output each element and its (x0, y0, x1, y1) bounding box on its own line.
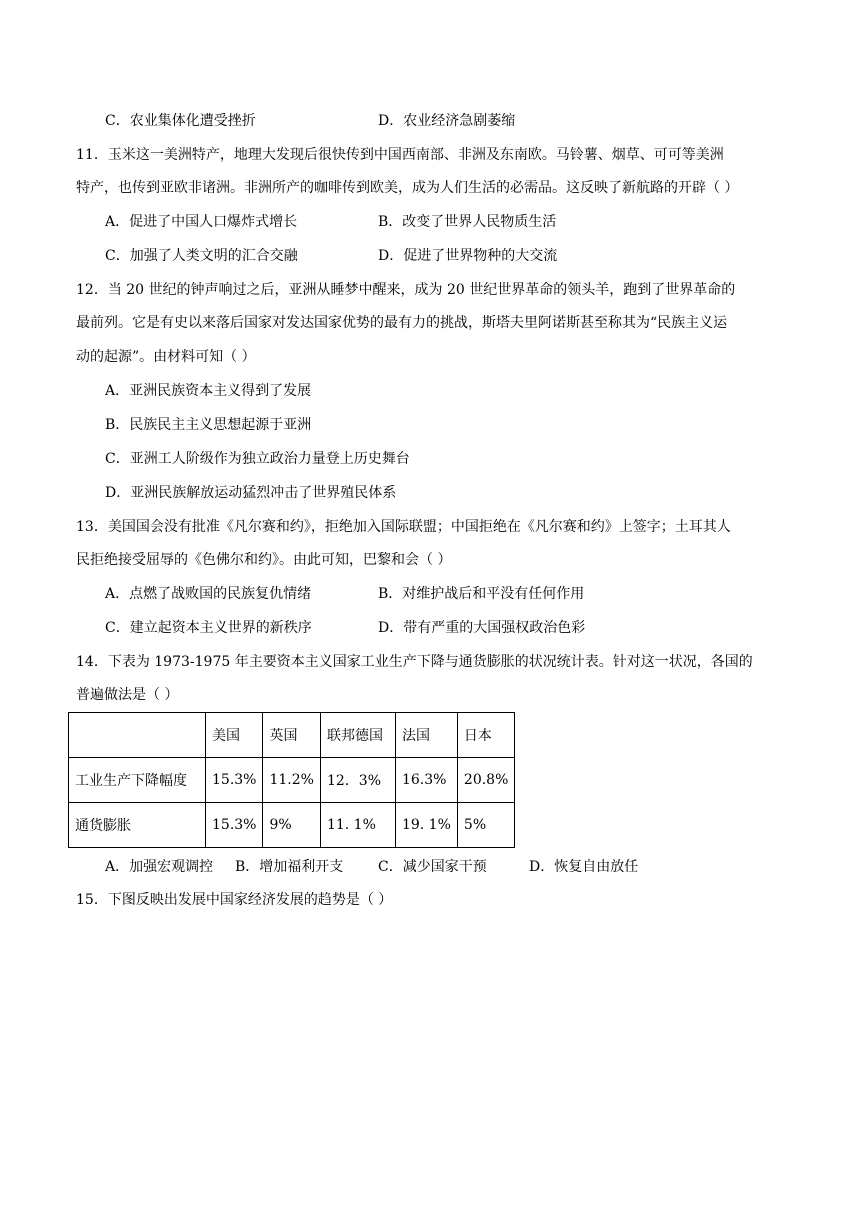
q15-stem-line-1: 15．下图反映出发展中国家经济发展的趋势是（ ） (76, 892, 393, 908)
q12-stem-line-1: 12．当 20 世纪的钟声响过之后，亚洲从睡梦中醒来，成为 20 世纪世界革命的领头羊，跑到了世界革命的 (76, 282, 736, 298)
q12-stem-line-2: 最前列。它是有史以来落后国家对发达国家优势的最有力的挑战，斯塔夫里阿诺斯甚至称其为“民族主义运 (76, 315, 728, 331)
q11-stem-line-1: 11．玉米这一美洲特产，地理大发现后很快传到中国西南部、非洲及东南欧。马铃薯、烟草、可可等美洲 (76, 147, 724, 163)
table-cell: 20.8% (457, 758, 514, 803)
table-header-cell: 美国 (206, 713, 263, 758)
q12-stem-line-3: 动的起源”。由材料可知（ ） (76, 349, 256, 365)
q11-stem-line-2: 特产，也传到亚欧非诸洲。非洲所产的咖啡传到欧美，成为人们生活的必需品。这反映了新航路的开辟（ ） (76, 180, 739, 196)
table-cell: 12．3% (320, 758, 395, 803)
q14-stem-line-2: 普遍做法是（ ） (76, 687, 179, 703)
table-cell: 16.3% (395, 758, 457, 803)
q11-option-b: B．改变了世界人民物质生活 (378, 214, 557, 230)
table-header-row (69, 713, 515, 758)
q14-option-d: D．恢复自由放任 (529, 859, 639, 875)
q12-option-c: C．亚洲工人阶级作为独立政治力量登上历史舞台 (105, 451, 410, 467)
table-header-cell: 日本 (457, 713, 514, 758)
q14-option-c: C．减少国家干预 (378, 859, 487, 875)
q12-option-a: A．亚洲民族资本主义得到了发展 (105, 383, 312, 399)
q13-option-b: B．对维护战后和平没有任何作用 (378, 586, 585, 602)
table-cell: 通货膨胀 (69, 803, 206, 848)
table-header-cell: 联邦德国 (320, 713, 395, 758)
table-cell: 11. 1% (320, 803, 395, 848)
q13-stem-line-2: 民拒绝接受屈辱的《色佛尔和约》。由此可知，巴黎和会（ ） (76, 552, 452, 568)
table-header-cell (69, 713, 206, 758)
q12-option-d: D．亚洲民族解放运动猛烈冲击了世界殖民体系 (105, 485, 397, 501)
table-header-cell: 法国 (395, 713, 457, 758)
q11-option-a: A．促进了中国人口爆炸式增长 (105, 214, 298, 230)
q14-option-b: B．增加福利开支 (235, 859, 344, 875)
table-cell: 11.2% (263, 758, 320, 803)
table-row (69, 758, 515, 803)
table-cell: 19. 1% (395, 803, 457, 848)
q14-option-a: A．加强宏观调控 (105, 859, 214, 875)
table-cell: 工业生产下降幅度 (69, 758, 206, 803)
statistics-table (68, 712, 515, 848)
table-cell: 9% (263, 803, 320, 848)
table-cell: 5% (457, 803, 514, 848)
q13-option-d: D．带有严重的大国强权政治色彩 (378, 620, 586, 636)
q14-stem-line-1: 14．下表为 1973-1975 年主要资本主义国家工业生产下降与通货膨胀的状况统计表。针对这一状况，各国的 (76, 654, 753, 670)
table-cell: 15.3% (206, 803, 263, 848)
q11-option-c: C．加强了人类文明的汇合交融 (105, 248, 298, 264)
table-row (69, 803, 515, 848)
q11-option-d: D．促进了世界物种的大交流 (378, 248, 558, 264)
q13-stem-line-1: 13．美国国会没有批准《凡尔赛和约》，拒绝加入国际联盟；中国拒绝在《凡尔赛和约》上签字；土耳其人 (76, 519, 731, 535)
table-cell: 15.3% (206, 758, 263, 803)
table-header-cell: 英国 (263, 713, 320, 758)
q12-option-b: B．民族民主主义思想起源于亚洲 (105, 417, 312, 433)
q13-option-a: A．点燃了战败国的民族复仇情绪 (105, 586, 312, 602)
q10-option-c: C．农业集体化遭受挫折 (105, 113, 256, 129)
q13-option-c: C．建立起资本主义世界的新秩序 (105, 620, 312, 636)
q10-option-d: D．农业经济急剧萎缩 (378, 113, 516, 129)
